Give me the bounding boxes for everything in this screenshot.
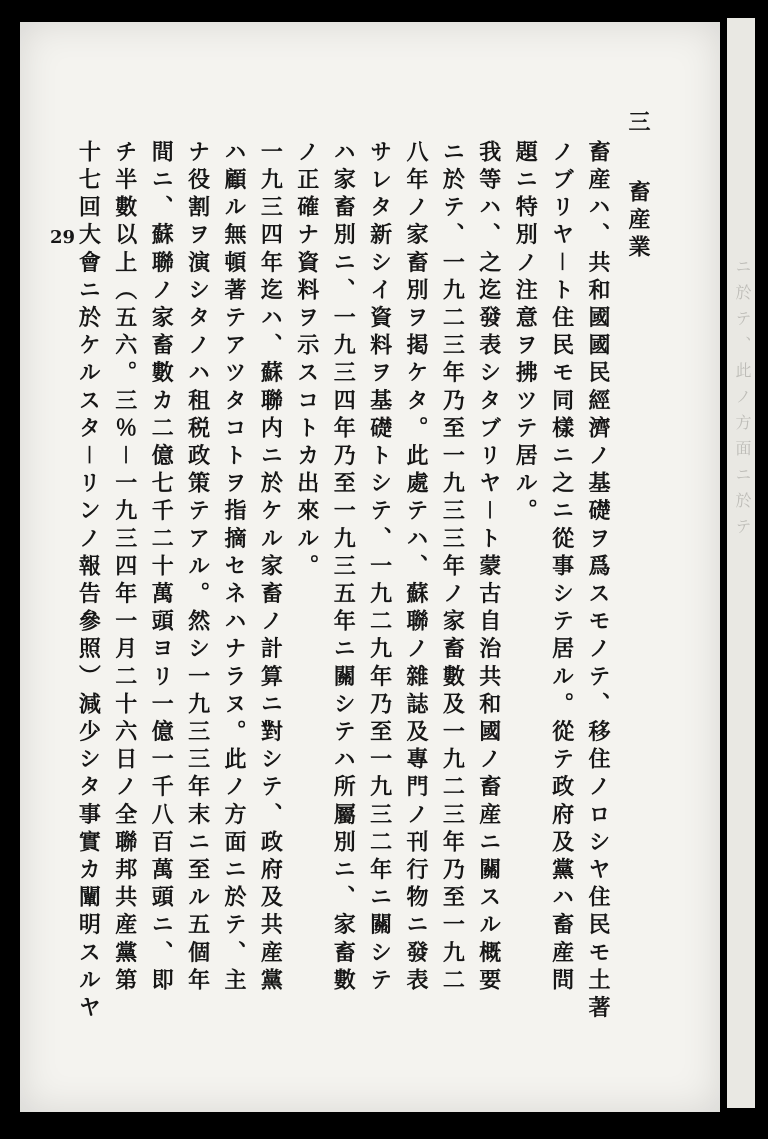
text-line: ハ家畜別ニ、一九三四年乃至一九三五年ニ關シテハ所屬別ニ、家畜數 [330,140,357,996]
adjacent-page-edge [727,18,755,1108]
text-line: 畜産ハ、共和國國民經濟ノ基礎ヲ爲スモノテ、移住ノロシヤ住民モ土著 [585,140,611,1024]
text-line: ノブリヤ－ト住民モ同樣ニ之ニ從事シテ居ル。從テ政府及黨ハ畜産問 [548,140,575,996]
text-line: 我等ハ、之迄發表シタブリヤ－ト蒙古自治共和國ノ畜産ニ關スル概要 [475,140,502,996]
text-line: 間ニ、蘇聯ノ家畜數カ二億七千二十萬頭ヨリ一億一千八百萬頭ニ、即 [148,140,175,996]
text-line: 題ニ特別ノ注意ヲ拂ツテ居ル。 [512,140,539,527]
text-line: ノ正確ナ資料ヲ示スコトカ出來ル。 [293,140,320,582]
text-line: ニ於テ、一九二三年乃至一九三三年ノ家畜數及一九二三年乃至一九二 [439,140,466,996]
section-marker: 三 [625,110,651,138]
text-line: ナ役割ヲ演シタノハ租税政策テアル。然シ一九三三年末ニ至ル五個年 [184,140,211,996]
text-line: 十七回大會ニ於ケルスタ－リンノ報告參照）減少シタ事實カ闡明スルヤ [75,140,102,1024]
bleed-through-text: ニ於テ、此ノ方面ニ於テ [733,258,752,544]
section-title: 畜産業 [625,180,651,263]
text-line: チ半數以上（五六。三％－一九三四年一月二十六日ノ全聯邦共産黨第 [111,140,138,996]
text-line: ハ顧ル無頓著テアツタコトヲ指摘セネハナラヌ。此ノ方面ニ於テ、主 [221,140,247,996]
page-number: 29 [50,227,76,248]
text-line: 八年ノ家畜別ヲ掲ケタ。此處テハ、蘇聯ノ雜誌及專門ノ刊行物ニ發表 [403,140,429,996]
text-line: サレタ新シイ資料ヲ基礎トシテ、一九二九年乃至一九三二年ニ關シテ [366,140,393,996]
text-line: 一九三四年迄ハ、蘇聯内ニ於ケル家畜ノ計算ニ對シテ、政府及共産黨 [257,140,284,996]
document-page [20,22,720,1112]
